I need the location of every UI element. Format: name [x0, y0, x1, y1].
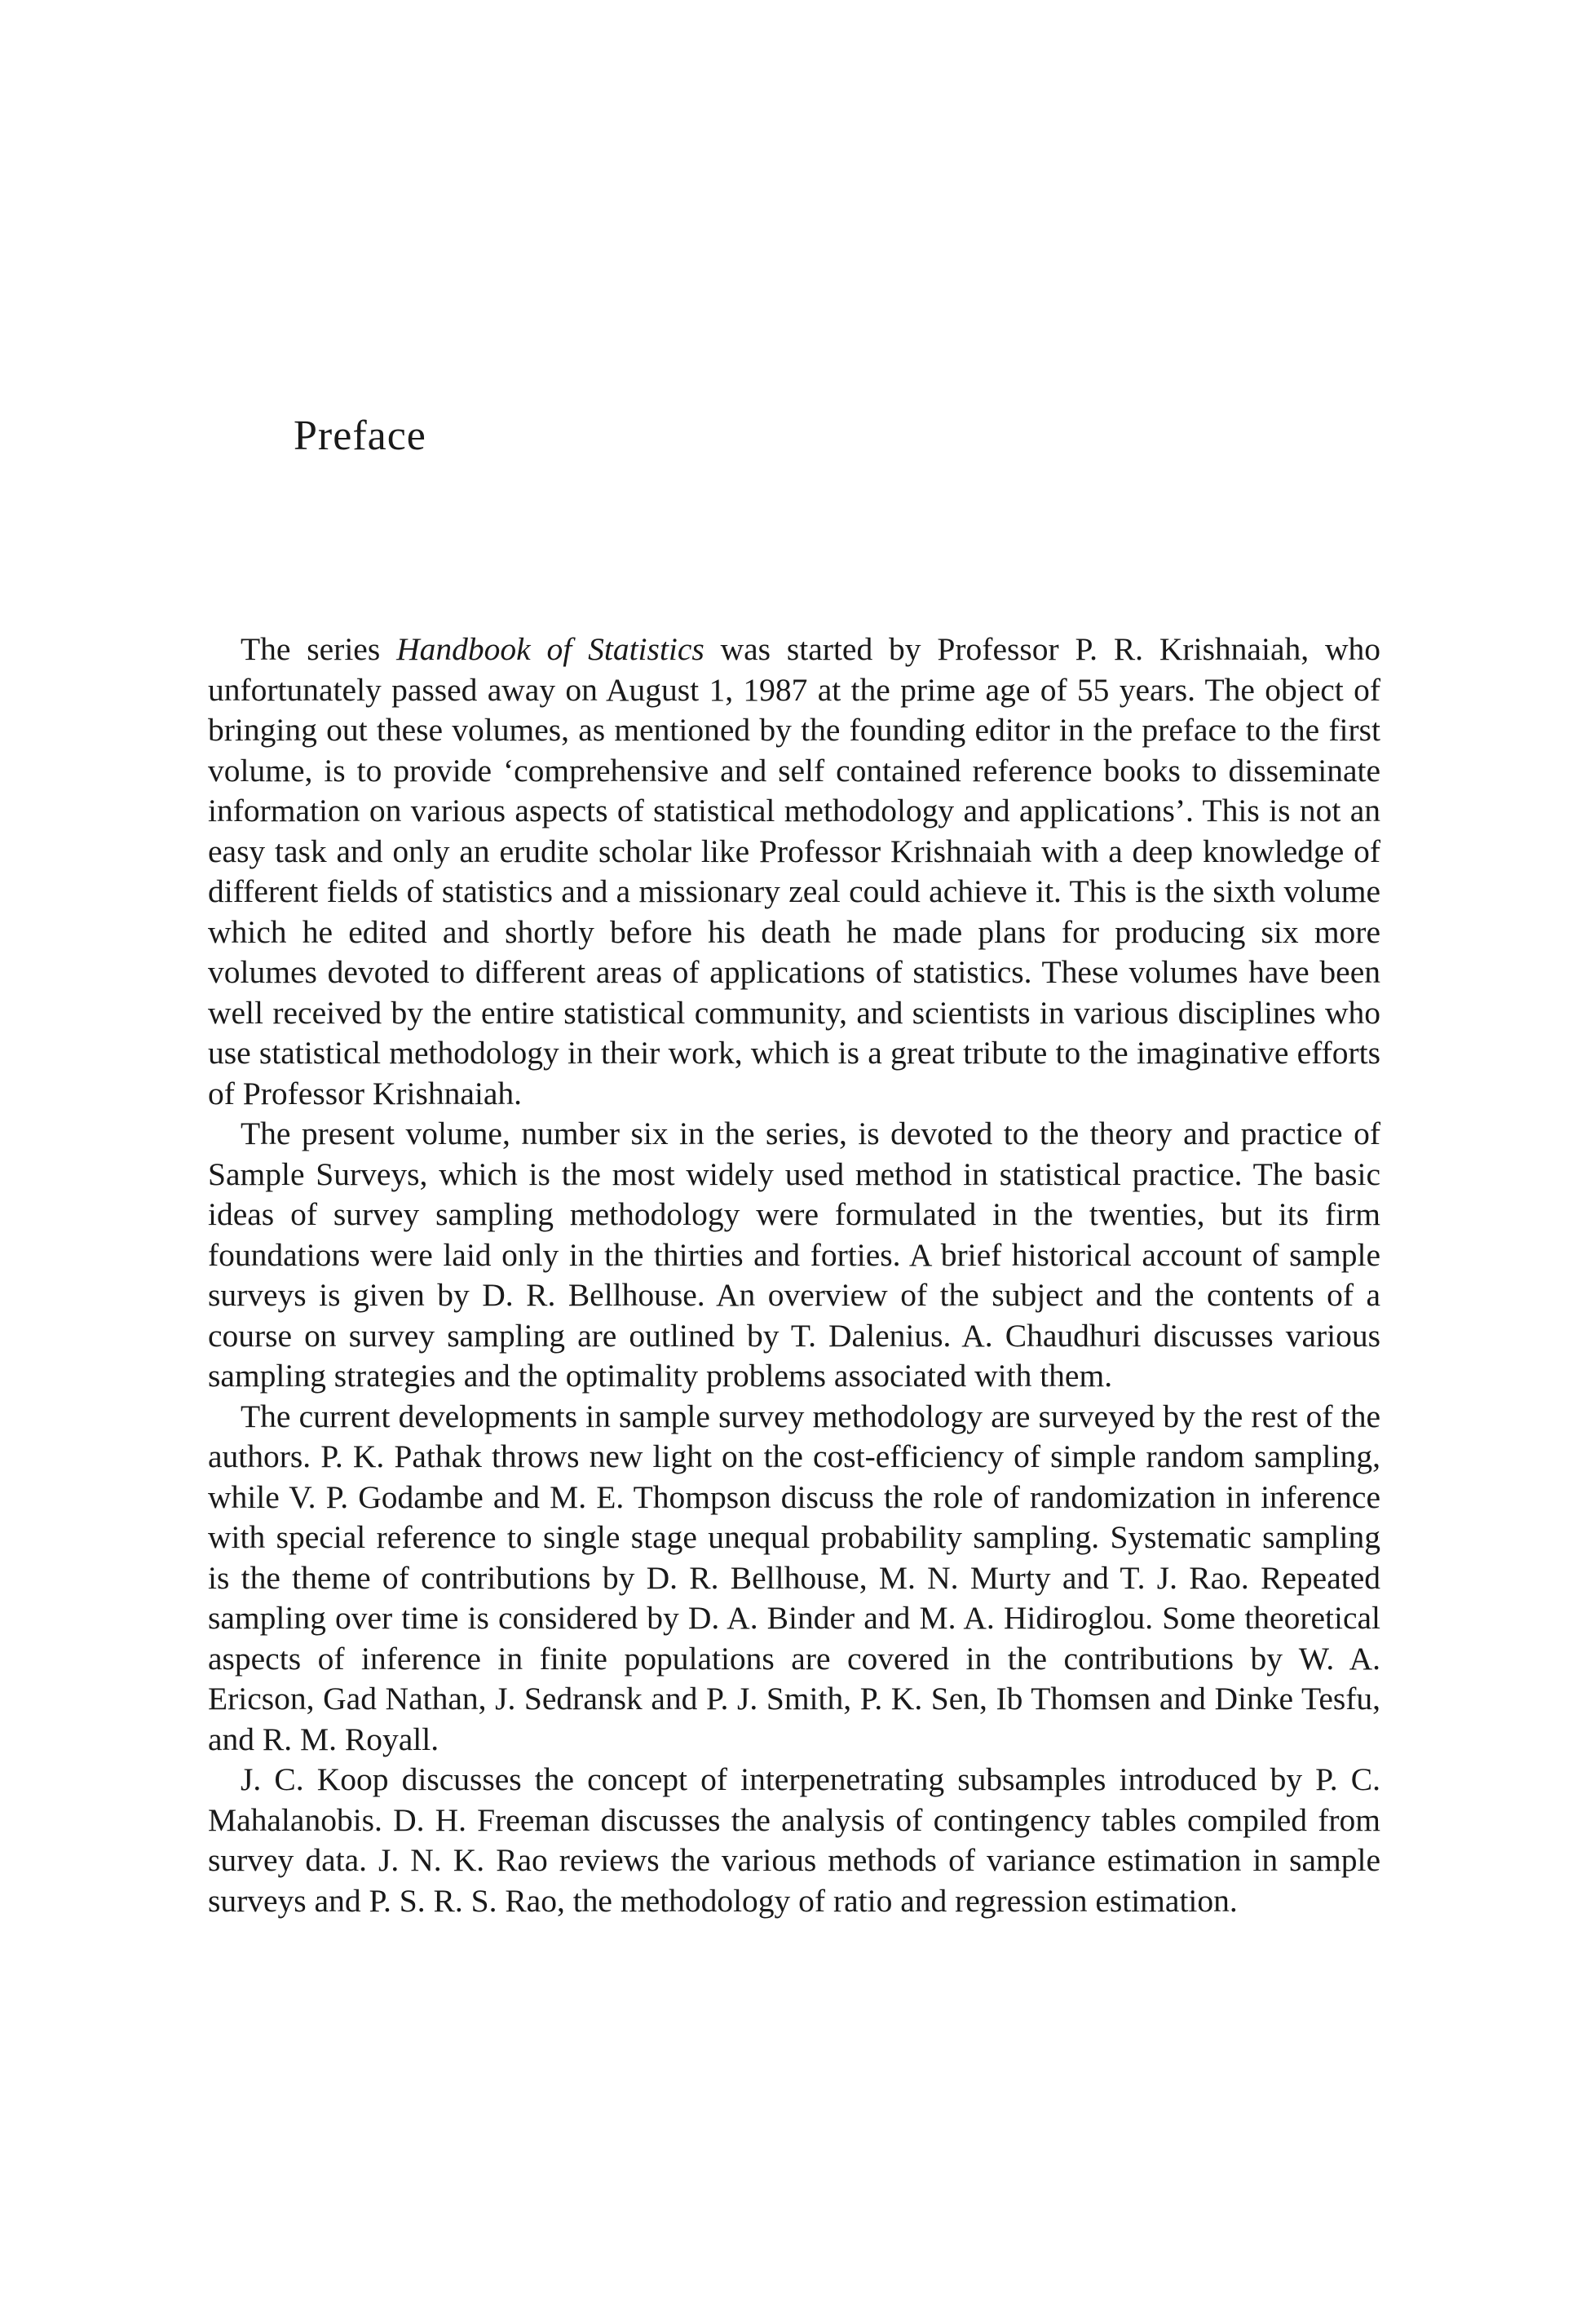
preface-body	[208, 630, 1380, 1921]
paragraph-3: The current developments in sample survey methodology are surveyed by the rest of the authors. P. K. Pathak throws new light on the cost-efficiency of simple random sampling, while V. P. Godambe and M. E. Thompson discuss the role of randomization in inference with special reference to single stage unequal probability sampling. Systematic sampling is the theme of contributions by D. R. Bellhouse, M. N. Murty and T. J. Rao. Repeated sampling over time is considered by D. A. Binder and M. A. Hidiroglou. Some theoretical aspects of inference in finite populations are covered in the contributions by W. A. Ericson, Gad Nathan, J. Sedransk and P. J. Smith, P. K. Sen, Ib Thomsen and Dinke Tesfu, and R. M. Royall.	[208, 1398, 1380, 1757]
paragraph-1-text: was started by Professor P. R. Krishnaiah, who unfortunately passed away on August 1, 1987 at the prime age of 55 years. The object of bringing out these volumes, as mentioned by the founding editor in the preface to the first volume, is to provide ‘comprehensive and self contained reference books to disseminate information on various aspects of statistical methodology and applications’. This is not an easy task and only an erudite scholar like Professor Krishnaiah with a deep knowledge of different fields of statistics and a missionary zeal could achieve it. This is the sixth volume which he edited and shortly before his death he made plans for producing six more volumes devoted to different areas of applications of statistics. These volumes have been well received by the entire statistical community, and scientists in various disciplines who use statistical methodology in their work, which is a great tribute to the imaginative efforts of Professor Krishnaiah.	[208, 631, 1380, 1111]
paragraph-1	[208, 630, 1380, 1114]
paragraph-4: J. C. Koop discusses the concept of interpenetrating subsamples introduced by P. C. Mahalanobis. D. H. Freeman discusses the analysis of contingency tables compiled from survey data. J. N. K. Rao reviews the various methods of variance estimation in sample surveys and P. S. R. S. Rao, the methodology of ratio and regression estimation.	[208, 1761, 1380, 1919]
paragraph-1-intro: The series	[241, 631, 397, 667]
book-series-title: Handbook of Statistics	[396, 631, 704, 667]
page-title: Preface	[294, 413, 426, 459]
paragraph-2: The present volume, number six in the series, is devoted to the theory and practice of Sample Surveys, which is the most widely used method in statistical practice. The basic ideas of survey sampling methodology were formulated in the twenties, but its firm foundations were laid only in the thirties and forties. A brief historical account of sample surveys is given by D. R. Bellhouse. An overview of the subject and the contents of a course on survey sampling are outlined by T. Dalenius. A. Chaudhuri discusses various sampling strategies and the optimality problems associated with them.	[208, 1116, 1380, 1394]
